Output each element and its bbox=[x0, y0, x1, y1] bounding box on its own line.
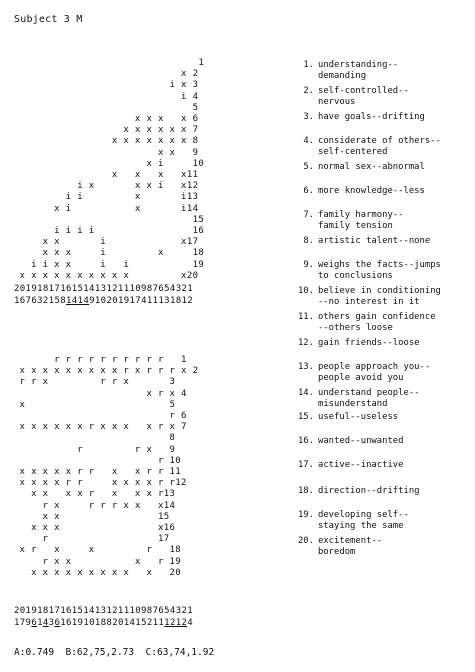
column-label: 20 bbox=[14, 284, 26, 294]
column-label: 8 bbox=[146, 284, 153, 294]
matrix-row: x x x x 6 bbox=[8, 114, 199, 125]
column-label: 3 bbox=[175, 606, 182, 616]
column-label: 13 bbox=[158, 296, 170, 306]
legend-text: developing self-- staying the same bbox=[318, 510, 409, 531]
column-label: 5 bbox=[54, 296, 61, 306]
column-label: 3 bbox=[37, 296, 43, 306]
column-label: 6 bbox=[158, 284, 165, 294]
column-label: 20 bbox=[14, 606, 26, 616]
column-label: 2 bbox=[181, 606, 188, 616]
legend-text: useful--useless bbox=[318, 412, 399, 422]
column-label: 19 bbox=[117, 296, 130, 306]
column-label: 1 bbox=[37, 618, 43, 628]
column-label: 19 bbox=[25, 284, 38, 294]
legend-number: 4. bbox=[303, 136, 314, 146]
lower-triangle-matrix bbox=[8, 355, 198, 579]
column-label: 8 bbox=[60, 296, 67, 306]
matrix-row: x x x x x x 7 bbox=[8, 125, 199, 136]
column-label: 18 bbox=[37, 606, 49, 616]
column-label: 12 bbox=[106, 606, 118, 616]
matrix-row: r 6 bbox=[8, 411, 187, 422]
column-label: 17 bbox=[48, 284, 61, 294]
legend-text: more knowledge--less bbox=[318, 186, 425, 196]
matrix-row: x x x x x x r x x x x r x 7 bbox=[8, 422, 187, 433]
matrix-row: x x x i x 18 bbox=[8, 248, 205, 259]
matrix-row: x 2 bbox=[8, 69, 199, 80]
column-label: 16 bbox=[14, 296, 26, 306]
legend-number: 14. bbox=[297, 388, 314, 398]
legend-text: gain friends--loose bbox=[318, 338, 420, 348]
column-label: 4 bbox=[169, 606, 176, 616]
legend-number: 1. bbox=[303, 60, 314, 70]
matrix-row: r r r r r r r r r r 1 bbox=[8, 355, 187, 365]
matrix-row: i i i i 16 bbox=[8, 226, 205, 237]
matrix-row: r 17 bbox=[8, 534, 170, 545]
matrix-row: x x i x17 bbox=[8, 237, 199, 248]
column-label: 4 bbox=[187, 618, 194, 628]
column-label: 11 bbox=[146, 296, 159, 306]
column-label: 14 bbox=[66, 296, 78, 306]
matrix-row: x 5 bbox=[8, 399, 176, 410]
column-label: 17 bbox=[48, 606, 61, 616]
column-label: 17 bbox=[14, 618, 26, 628]
lower-column-rank-labels bbox=[14, 606, 193, 617]
legend-text: artistic talent--none bbox=[318, 236, 431, 246]
legend-text: active--inactive bbox=[318, 460, 404, 470]
column-label: 4 bbox=[169, 284, 176, 294]
column-label: 19 bbox=[25, 606, 38, 616]
column-label: 19 bbox=[71, 618, 84, 628]
matrix-row: x x x x x x x 8 bbox=[8, 136, 199, 147]
matrix-row: x x x x x x x x x x x20 bbox=[8, 270, 199, 281]
legend-text: people approach you-- people avoid you bbox=[318, 362, 431, 383]
legend-text: self-controlled-- nervous bbox=[318, 86, 409, 107]
lower-column-subject-labels bbox=[14, 618, 193, 629]
matrix-row: r x r r r x x x14 bbox=[8, 500, 176, 511]
matrix-row: r r x 9 bbox=[8, 444, 176, 455]
legend-text: excitement-- boredom bbox=[318, 536, 383, 557]
column-label: 18 bbox=[37, 284, 49, 294]
legend-number: 5. bbox=[303, 162, 314, 172]
legend-text: direction--drifting bbox=[318, 486, 420, 496]
matrix-row: i x x x i x12 bbox=[8, 181, 199, 192]
column-label: 18 bbox=[94, 618, 107, 628]
column-label: 11 bbox=[117, 606, 130, 616]
legend-text: understand people-- misunderstand bbox=[318, 388, 420, 409]
column-label: 10 bbox=[83, 618, 95, 628]
footer-statistics: A:0.749 B:62,75,2.73 C:63,74,1.92 bbox=[14, 647, 215, 658]
legend-text: others gain confidence --others loose bbox=[318, 312, 436, 333]
column-label: 7 bbox=[25, 296, 32, 306]
matrix-row: x x x x r x x x r13 bbox=[8, 489, 176, 500]
column-label: 17 bbox=[129, 296, 142, 306]
legend-text: believe in conditioning --no interest in it bbox=[318, 286, 441, 307]
matrix-row: x r x x r 18 bbox=[8, 545, 182, 556]
legend-number: 11. bbox=[297, 312, 314, 322]
column-label: 12 bbox=[106, 284, 118, 294]
legend-number: 18. bbox=[297, 486, 314, 496]
column-label: 9 bbox=[141, 606, 147, 616]
legend-number: 17. bbox=[297, 460, 314, 470]
column-label: 2 bbox=[42, 296, 49, 306]
column-label: 6 bbox=[31, 296, 38, 306]
column-label: 12 bbox=[175, 618, 188, 628]
column-label: 2 bbox=[146, 618, 153, 628]
column-label: 20 bbox=[112, 618, 124, 628]
column-label: 20 bbox=[106, 296, 118, 306]
legend-text: understanding-- demanding bbox=[318, 60, 399, 81]
column-label: 16 bbox=[60, 618, 72, 628]
matrix-row: x x 15 bbox=[8, 511, 170, 522]
matrix-row: i 4 bbox=[8, 91, 199, 102]
column-label: 16 bbox=[60, 284, 72, 294]
matrix-row: x x x x x x x x x r x r r r x 2 bbox=[8, 366, 199, 377]
matrix-row: 15 bbox=[8, 214, 205, 225]
matrix-row: 5 bbox=[8, 102, 199, 113]
matrix-row: i i x i13 bbox=[8, 192, 199, 203]
column-label: 6 bbox=[158, 606, 165, 616]
matrix-row: x x x x11 bbox=[8, 170, 199, 181]
column-label: 14 bbox=[123, 618, 136, 628]
column-label: 9 bbox=[89, 296, 95, 306]
legend-text: wanted--unwanted bbox=[318, 436, 404, 446]
column-label: 2 bbox=[181, 284, 188, 294]
legend-number: 12. bbox=[297, 338, 314, 348]
matrix-row: r r x r r x 3 bbox=[8, 377, 176, 388]
legend-number: 7. bbox=[303, 210, 314, 220]
column-label: 10 bbox=[129, 284, 142, 294]
upper-column-subject-labels bbox=[14, 296, 193, 307]
column-label: 18 bbox=[169, 296, 182, 306]
matrix-row: x x 9 bbox=[8, 147, 199, 158]
column-label: 8 bbox=[146, 606, 153, 616]
legend-number: 20. bbox=[297, 536, 314, 546]
matrix-row: x i 10 bbox=[8, 158, 205, 169]
column-label: 13 bbox=[94, 284, 107, 294]
legend-number: 10. bbox=[297, 286, 314, 296]
legend-number: 9. bbox=[303, 260, 314, 270]
matrix-row: x i x i14 bbox=[8, 203, 199, 214]
matrix-row: r x x x r 19 bbox=[8, 556, 182, 567]
column-label: 1 bbox=[48, 296, 55, 306]
column-label: 12 bbox=[181, 296, 194, 306]
subject-title: Subject 3 M bbox=[14, 14, 83, 25]
column-label: 13 bbox=[94, 606, 107, 616]
column-label: 15 bbox=[135, 618, 147, 628]
matrix-row: x x x x x x x x x x 20 bbox=[8, 567, 182, 578]
column-label: 5 bbox=[164, 606, 170, 616]
legend-number: 19. bbox=[297, 510, 314, 520]
legend-number: 2. bbox=[303, 86, 314, 96]
column-label: 12 bbox=[164, 618, 176, 628]
column-label: 1 bbox=[187, 606, 194, 616]
legend-text: weighs the facts--jumps to conclusions bbox=[318, 260, 441, 281]
matrix-row: x x x x16 bbox=[8, 523, 176, 534]
column-label: 9 bbox=[25, 618, 32, 628]
column-label: 14 bbox=[83, 284, 95, 294]
column-label: 15 bbox=[71, 284, 84, 294]
matrix-row: 8 bbox=[8, 433, 176, 444]
column-label: 6 bbox=[54, 618, 61, 628]
column-label: 9 bbox=[141, 284, 147, 294]
column-label: 10 bbox=[129, 606, 142, 616]
matrix-row: r 10 bbox=[8, 455, 182, 466]
column-label: 15 bbox=[71, 606, 84, 616]
legend-number: 8. bbox=[303, 236, 314, 246]
column-label: 5 bbox=[164, 284, 170, 294]
matrix-row: 1 bbox=[8, 58, 205, 68]
column-label: 4 bbox=[141, 296, 147, 306]
legend-number: 6. bbox=[303, 186, 314, 196]
legend-text: have goals--drifting bbox=[318, 112, 425, 122]
column-label: 14 bbox=[77, 296, 90, 306]
legend-number: 13. bbox=[297, 362, 314, 372]
matrix-row: x r x 4 bbox=[8, 388, 187, 399]
legend-number: 3. bbox=[303, 112, 314, 122]
matrix-row: i i x x i i 19 bbox=[8, 259, 205, 270]
legend-number: 15. bbox=[297, 412, 314, 422]
column-label: 10 bbox=[94, 296, 107, 306]
column-label: 3 bbox=[48, 618, 55, 628]
upper-triangle-matrix bbox=[8, 58, 204, 282]
legend-text: considerate of others-- self-centered bbox=[318, 136, 441, 157]
matrix-row: x x x x x r r x x r r 11 bbox=[8, 467, 182, 478]
matrix-row: i x 3 bbox=[8, 80, 199, 91]
column-label: 4 bbox=[42, 618, 49, 628]
column-label: 16 bbox=[60, 606, 72, 616]
column-label: 1 bbox=[187, 284, 194, 294]
legend-text: normal sex--abnormal bbox=[318, 162, 425, 172]
column-label: 3 bbox=[175, 284, 182, 294]
column-label: 14 bbox=[83, 606, 95, 616]
matrix-row: x x x x r r x x x x r r12 bbox=[8, 478, 187, 489]
column-label: 11 bbox=[152, 618, 165, 628]
column-label: 6 bbox=[31, 618, 38, 628]
legend-text: family harmony-- family tension bbox=[318, 210, 404, 231]
column-label: 7 bbox=[152, 606, 159, 616]
column-label: 11 bbox=[117, 284, 130, 294]
legend-number: 16. bbox=[297, 436, 314, 446]
column-label: 7 bbox=[152, 284, 159, 294]
upper-column-rank-labels bbox=[14, 284, 193, 295]
column-label: 8 bbox=[106, 618, 113, 628]
